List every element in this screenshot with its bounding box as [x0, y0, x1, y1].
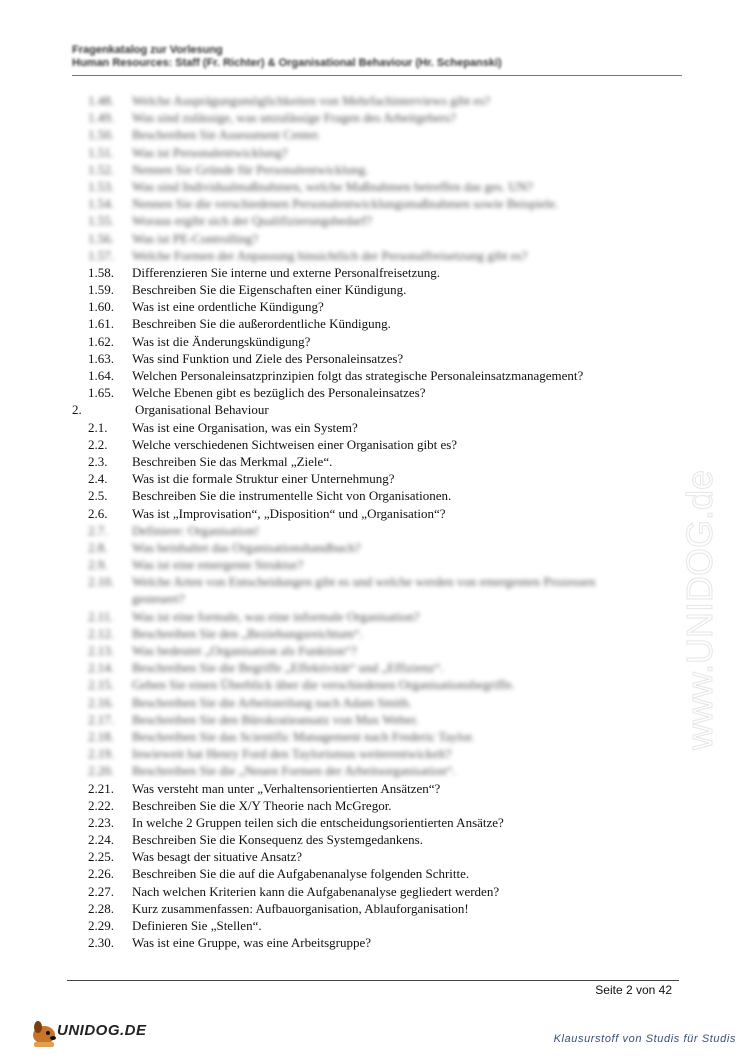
question-item: [0, 281, 750, 298]
question-item: [0, 315, 750, 332]
watermark: [679, 240, 732, 760]
question-text: gesteuert?: [132, 591, 185, 607]
question-text: Definiere: Organisation!: [132, 522, 260, 538]
question-text: Beschreiben Sie die Begriffe „Effektivität“ und „Effizienz“.: [132, 660, 444, 676]
question-number: 1.64.: [88, 368, 114, 383]
question-number: 2.2.: [88, 436, 108, 452]
question-list: [0, 92, 750, 951]
question-number: 2.13.: [88, 643, 114, 658]
question-item: [0, 470, 750, 487]
question-item: [0, 92, 750, 109]
question-number: 2.26.: [88, 866, 114, 882]
question-number: 2.24.: [88, 832, 114, 848]
question-item: [0, 865, 750, 882]
question-text: In welche 2 Gruppen teilen sich die entscheidungsorientierten Ansätze?: [132, 814, 504, 830]
question-item: [0, 505, 750, 522]
question-number: 1.55.: [88, 213, 114, 229]
question-text: Beschreiben Sie das Merkmal „Ziele“.: [132, 453, 333, 469]
watermark-text: www.UNIDOG.de: [679, 469, 720, 750]
question-item: [0, 814, 750, 831]
question-text: Was ist eine Organisation, was ein System?: [132, 419, 358, 435]
question-number: 1.65.: [88, 385, 114, 401]
question-number: 1.58.: [88, 264, 114, 280]
question-text: Welche Formen der Anpassung hinsichtlich der Personalfreisetzung gibt es?: [132, 247, 528, 263]
header-line-2: Human Resources: Staff (Fr. Richter) & Organisational Behaviour (Hr. Schepanski): [72, 57, 502, 69]
question-text: Nennen Sie Gründe für Personalentwicklung.: [132, 161, 369, 177]
header-divider: [72, 75, 682, 76]
footer-divider: [67, 980, 679, 981]
question-number: 2.17.: [88, 711, 114, 727]
question-text: Organisational Behaviour: [135, 402, 269, 418]
question-number: 2.27.: [88, 883, 114, 899]
question-item: [0, 745, 750, 762]
question-text: Was sind Individualmaßnahmen, welche Maßnahmen betreffen das ges. UN?: [132, 178, 533, 194]
question-item: [0, 419, 750, 436]
question-number: 2.22.: [88, 797, 114, 813]
question-number: 2.16.: [88, 694, 114, 710]
question-item: [0, 780, 750, 797]
question-number: 2.30.: [88, 935, 114, 951]
question-item: [0, 917, 750, 934]
question-item: [0, 144, 750, 161]
question-item: [0, 797, 750, 814]
question-text: Was ist die formale Struktur einer Unternehmung?: [132, 471, 395, 487]
question-text: Beschreiben Sie die „Neuen Formen der Arbeitsorganisation“.: [132, 763, 456, 779]
question-item: [0, 848, 750, 865]
question-text: Was ist eine Gruppe, was eine Arbeitsgruppe?: [132, 935, 372, 951]
question-item: [0, 573, 750, 590]
question-number: 2.3.: [88, 453, 108, 469]
question-number: 2.9.: [88, 557, 108, 573]
question-number: 1.54.: [88, 196, 114, 212]
question-item: [0, 230, 750, 247]
document-header: [72, 44, 682, 70]
question-text: Was ist „Improvisation“, „Disposition“ und „Organisation“?: [132, 505, 446, 521]
question-number: 1.48.: [88, 93, 114, 108]
question-item: [0, 694, 750, 711]
question-item: [0, 453, 750, 470]
question-text: Nennen Sie die verschiedenen Personalentwicklungsmaßnahmen sowie Beispiele.: [132, 196, 559, 212]
question-text: Beschreiben Sie die Konsequenz des Systemgedankens.: [132, 832, 423, 848]
question-item: [0, 436, 750, 453]
logo-text[interactable]: UNIDOG.DE: [57, 1022, 147, 1039]
question-text: Was ist Personalentwicklung?: [132, 144, 288, 160]
question-item: [0, 556, 750, 573]
question-number: 1.62.: [88, 333, 114, 349]
question-item: [0, 333, 750, 350]
question-item: [0, 831, 750, 848]
question-number: 2.7.: [88, 522, 108, 538]
question-number: 1.57.: [88, 247, 114, 263]
question-number: 1.60.: [88, 299, 114, 315]
question-text: Kurz zusammenfassen: Aufbauorganisation, Ablauforganisation!: [132, 900, 469, 916]
question-item: [0, 642, 750, 659]
question-text: Geben Sie einen Überblick über die verschiedenen Organisationsbegriffe.: [132, 677, 515, 693]
section-heading: [0, 401, 750, 418]
question-item: [0, 109, 750, 126]
question-item: [0, 659, 750, 676]
question-text: Welche verschiedenen Sichtweisen einer Organisation gibt es?: [132, 436, 458, 452]
question-item: [0, 883, 750, 900]
question-item: [0, 298, 750, 315]
question-number: 1.61.: [88, 316, 114, 332]
question-text: Definieren Sie „Stellen“.: [132, 918, 262, 933]
question-number: 2.25.: [88, 849, 114, 865]
question-text: Welche Arten von Entscheidungen gibt es und welche werden von emergenten Prozessen: [132, 574, 596, 590]
question-text: Was ist eine formale, was eine informale Organisation?: [132, 608, 420, 624]
question-item: [0, 711, 750, 728]
question-item: [0, 178, 750, 195]
question-text: Was bedeutet „Organisation als Funktion“?: [132, 643, 357, 658]
question-text: Was sind zulässige, was unzulässige Fragen des Arbeitgebers?: [132, 110, 456, 126]
question-number: 2.6.: [88, 505, 108, 521]
question-number: 1.56.: [88, 230, 114, 246]
question-text: Beschreiben Sie die außerordentliche Kündigung.: [132, 316, 391, 332]
question-text: Was ist eine ordentliche Kündigung?: [132, 299, 324, 315]
question-number: 2.18.: [88, 728, 114, 744]
question-number: 1.53.: [88, 178, 114, 194]
question-item: [0, 625, 750, 642]
question-text: Beschreiben Sie das Scientific Management nach Frederic Taylor.: [132, 728, 475, 744]
question-item: [0, 247, 750, 264]
question-number: 2.29.: [88, 918, 114, 933]
question-text: Beschreiben Sie die Eigenschaften einer Kündigung.: [132, 282, 407, 298]
question-text: Beschreiben Sie die Arbeitsteilung nach Adam Smith.: [132, 694, 412, 710]
question-text: Welchen Personaleinsatzprinzipien folgt das strategische Personaleinsatzmanagement?: [132, 368, 584, 383]
question-item: [0, 676, 750, 693]
question-number: 2.23.: [88, 814, 114, 830]
question-item: [0, 728, 750, 745]
question-number: 2.21.: [88, 780, 114, 796]
question-item: [0, 384, 750, 401]
question-text: Inwieweit hat Henry Ford den Taylorismus weiterentwickelt?: [132, 746, 452, 762]
question-number: 2.28.: [88, 900, 114, 916]
question-number: 1.52.: [88, 161, 114, 177]
footer-tagline: Klausurstoff von Studis für Studis: [553, 1033, 736, 1045]
question-item: [0, 126, 750, 143]
question-item: [0, 608, 750, 625]
question-text: Beschreiben Sie Assessment Center.: [132, 127, 321, 143]
question-item: [0, 590, 750, 607]
question-number: 2.12.: [88, 625, 114, 641]
question-number: 1.50.: [88, 127, 114, 143]
question-number: 2.10.: [88, 574, 114, 590]
question-item: [0, 934, 750, 951]
question-text: Beschreiben Sie die X/Y Theorie nach McGregor.: [132, 797, 392, 813]
question-text: Was ist eine emergente Struktur?: [132, 557, 304, 573]
question-number: 1.59.: [88, 282, 114, 298]
question-number: 2.5.: [88, 488, 108, 504]
question-item: [0, 264, 750, 281]
question-item: [0, 522, 750, 539]
question-number: 2.: [72, 402, 82, 418]
question-item: [0, 367, 750, 384]
question-number: 1.63.: [88, 350, 114, 366]
question-text: Nach welchen Kriterien kann die Aufgabenanalyse gegliedert werden?: [132, 883, 500, 899]
question-text: Beschreiben Sie die auf die Aufgabenanalyse folgenden Schritte.: [132, 866, 470, 882]
question-text: Differenzieren Sie interne und externe Personalfreisetzung.: [132, 264, 441, 280]
question-number: 1.49.: [88, 110, 114, 126]
question-number: 2.4.: [88, 471, 108, 487]
question-item: [0, 539, 750, 556]
question-number: 2.1.: [88, 419, 108, 435]
question-number: 2.20.: [88, 763, 114, 779]
question-number: 1.51.: [88, 144, 114, 160]
question-text: Beschreiben Sie den Bürokratieansatz von Max Weber.: [132, 711, 419, 727]
question-item: [0, 212, 750, 229]
question-number: 2.8.: [88, 539, 108, 555]
question-item: [0, 195, 750, 212]
question-text: Beschreiben Sie den „Beziehungsreichtum“.: [132, 625, 364, 641]
question-text: Woraus ergibt sich der Qualifizierungsbedarf?: [132, 213, 372, 229]
question-text: Was ist die Änderungskündigung?: [132, 333, 311, 349]
question-text: Beschreiben Sie die instrumentelle Sicht von Organisationen.: [132, 488, 452, 504]
question-item: [0, 161, 750, 178]
question-number: 2.11.: [88, 608, 114, 624]
question-text: Was beinhaltet das Organisationshandbuch?: [132, 539, 361, 555]
question-text: Was ist PE-Controlling?: [132, 230, 259, 246]
question-item: [0, 350, 750, 367]
question-text: Welche Ausprägungsmöglichkeiten von Mehrfachinterviews gibt es?: [132, 93, 491, 108]
page-number: Seite 2 von 42: [595, 983, 672, 997]
question-text: Welche Ebenen gibt es bezüglich des Personaleinsatzes?: [132, 385, 426, 401]
question-number: 2.15.: [88, 677, 114, 693]
question-item: [0, 487, 750, 504]
question-text: Was besagt der situative Ansatz?: [132, 849, 303, 865]
question-number: 2.14.: [88, 660, 114, 676]
question-number: 2.19.: [88, 746, 114, 762]
question-text: Was versteht man unter „Verhaltensorientierten Ansätzen“?: [132, 780, 441, 796]
question-item: [0, 762, 750, 779]
header-line-1: Fragenkatalog zur Vorlesung: [72, 44, 223, 56]
question-text: Was sind Funktion und Ziele des Personaleinsatzes?: [132, 350, 404, 366]
question-item: [0, 900, 750, 917]
